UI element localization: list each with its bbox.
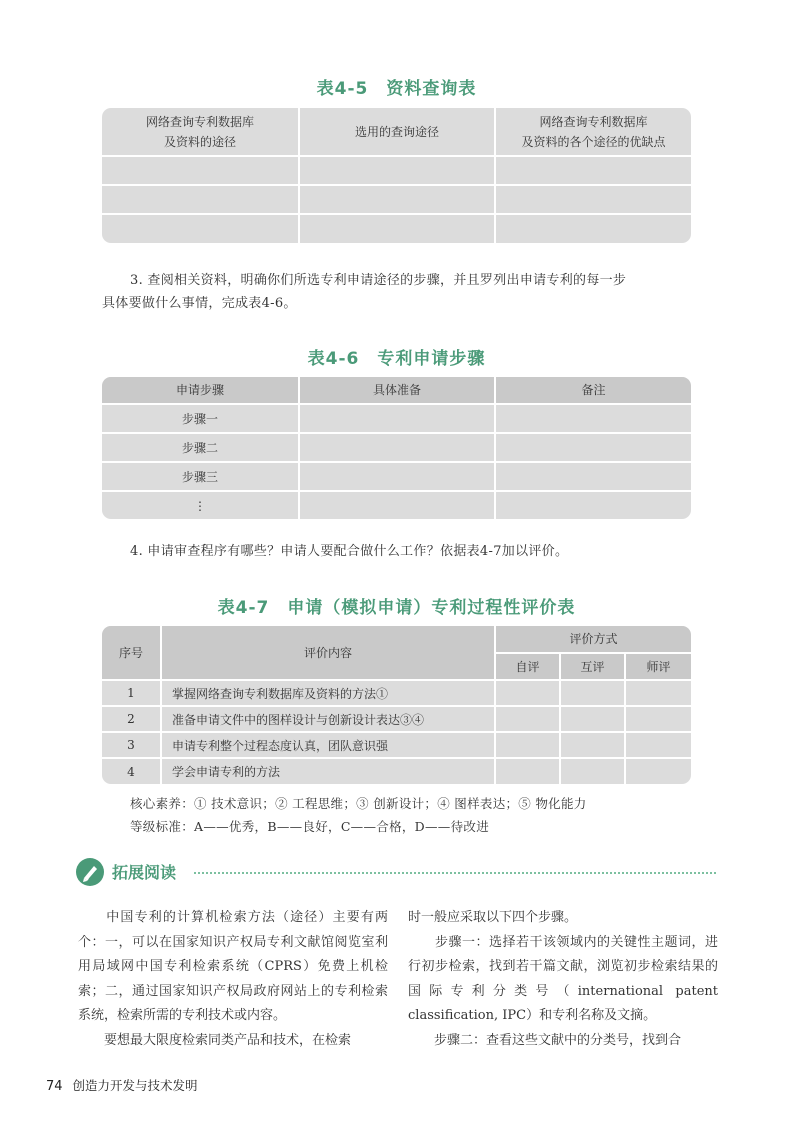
row-number: 1 [102, 680, 161, 706]
table-row [102, 680, 691, 706]
table-4-7-header-content: 评价内容 [161, 626, 495, 680]
table-row [102, 491, 691, 519]
core-literacy-note: 核心素养：① 技术意识；② 工程思维；③ 创新设计；④ 图样表达；⑤ 物化能力 [130, 796, 587, 811]
table-cell [299, 156, 495, 185]
row-content: 学会申请专利的方法 [161, 758, 495, 784]
table-cell [560, 758, 625, 784]
table-4-5-header-way: 网络查询专利数据库 及资料的途径 [102, 108, 299, 156]
page-number: 74 [46, 1079, 63, 1094]
dotted-divider [194, 872, 716, 874]
table-cell [560, 732, 625, 758]
row-content: 掌握网络查询专利数据库及资料的方法① [161, 680, 495, 706]
table-4-7-title: 表4-7 申请（模拟申请）专利过程性评价表 [217, 598, 576, 618]
table-cell [625, 680, 691, 706]
table-row [102, 758, 691, 784]
table-4-6-header-step: 申请步骤 [102, 377, 299, 404]
table-4-5-header-pros-cons: 网络查询专利数据库 及资料的各个途径的优缺点 [495, 108, 691, 156]
table-4-7-header-no: 序号 [102, 626, 161, 680]
right-paragraph-2: 步骤一：选择若干该领域内的关键性主题词，进行初步检索，找到若干篇文献，浏览初步检索结果的国际专利分类号（international patent classification, IPC）和专利名称及文摘。 [408, 934, 718, 1023]
table-cell [495, 732, 560, 758]
pencil-icon [76, 858, 104, 886]
right-paragraph-1: 时一般应采取以下四个步骤。 [408, 910, 578, 925]
table-4-7-header-peer: 互评 [560, 653, 625, 680]
table-4-6-title: 表4-6 专利申请步骤 [307, 349, 486, 369]
page-footer [46, 1076, 198, 1094]
table-cell [495, 706, 560, 732]
table-cell [495, 185, 691, 214]
row-number: 4 [102, 758, 161, 784]
table-4-7-header-self: 自评 [495, 653, 560, 680]
table-row [102, 214, 691, 243]
row-number: 3 [102, 732, 161, 758]
left-paragraph-2: 要想最大限度检索同类产品和技术，在检索 [78, 1032, 352, 1048]
table-cell [495, 433, 691, 462]
step-label: 步骤一 [102, 404, 299, 433]
table-4-6-header-prep: 具体准备 [299, 377, 495, 404]
step-label: ⋮ [102, 491, 299, 519]
table-cell [625, 706, 691, 732]
table-cell [625, 758, 691, 784]
table-row [102, 732, 691, 758]
table-cell [560, 680, 625, 706]
table-cell [299, 214, 495, 243]
table-4-6 [102, 377, 691, 519]
table-cell [625, 732, 691, 758]
table-row [102, 185, 691, 214]
table-cell [495, 404, 691, 433]
extended-reading-header [76, 855, 716, 889]
table-cell [299, 404, 495, 433]
table-cell [495, 491, 691, 519]
table-cell [495, 680, 560, 706]
book-title: 创造力开发与技术发明 [72, 1078, 198, 1093]
table-cell [102, 185, 299, 214]
left-paragraph-1: 中国专利的计算机检索方法（途径）主要有两个：一，可以在国家知识产权局专利文献馆阅览室利用局域网中国专利检索系统（CPRS）免费上机检索；二，通过国家知识产权局政府网站上的专利检索系统，检索所需的专利技术或内容。 [78, 910, 388, 1023]
table-4-5-title: 表4-5 资料查询表 [316, 79, 477, 99]
table-4-5 [102, 108, 691, 243]
row-number: 2 [102, 706, 161, 732]
row-content: 准备申请文件中的图样设计与创新设计表达③④ [161, 706, 495, 732]
paragraph-3-line-1: 3. 查阅相关资料，明确你们所选专利申请途径的步骤，并且罗列出申请专利的每一步 [130, 273, 627, 288]
grade-standard-note: 等级标准：A——优秀，B——良好，C——合格，D——待改进 [130, 819, 489, 834]
table-cell [495, 156, 691, 185]
table-row [102, 433, 691, 462]
table-4-7-header-method: 评价方式 [495, 626, 691, 653]
table-4-7-header-teacher: 师评 [625, 653, 691, 680]
table-cell [299, 491, 495, 519]
step-label: 步骤二 [102, 433, 299, 462]
table-cell [495, 214, 691, 243]
table-row [102, 462, 691, 491]
table-row [102, 706, 691, 732]
table-4-5-header-chosen: 选用的查询途径 [299, 108, 495, 156]
table-cell [299, 433, 495, 462]
table-cell [102, 214, 299, 243]
extended-right-column [408, 906, 718, 1053]
table-4-7 [102, 626, 691, 784]
extended-reading-title: 拓展阅读 [112, 863, 177, 882]
row-content: 申请专利整个过程态度认真，团队意识强 [161, 732, 495, 758]
paragraph-3-line-2: 具体要做什么事情，完成表4-6。 [102, 296, 297, 311]
table-cell [299, 185, 495, 214]
table-cell [495, 758, 560, 784]
table-cell [495, 462, 691, 491]
table-cell [299, 462, 495, 491]
table-4-6-header-remark: 备注 [495, 377, 691, 404]
right-paragraph-3: 步骤二：查看这些文献中的分类号，找到合 [408, 1032, 682, 1048]
step-label: 步骤三 [102, 462, 299, 491]
table-cell [560, 706, 625, 732]
table-row [102, 404, 691, 433]
paragraph-4: 4. 申请审查程序有哪些？申请人要配合做什么工作？依据表4-7加以评价。 [130, 544, 569, 559]
table-cell [102, 156, 299, 185]
extended-left-column [78, 906, 388, 1053]
table-row [102, 156, 691, 185]
